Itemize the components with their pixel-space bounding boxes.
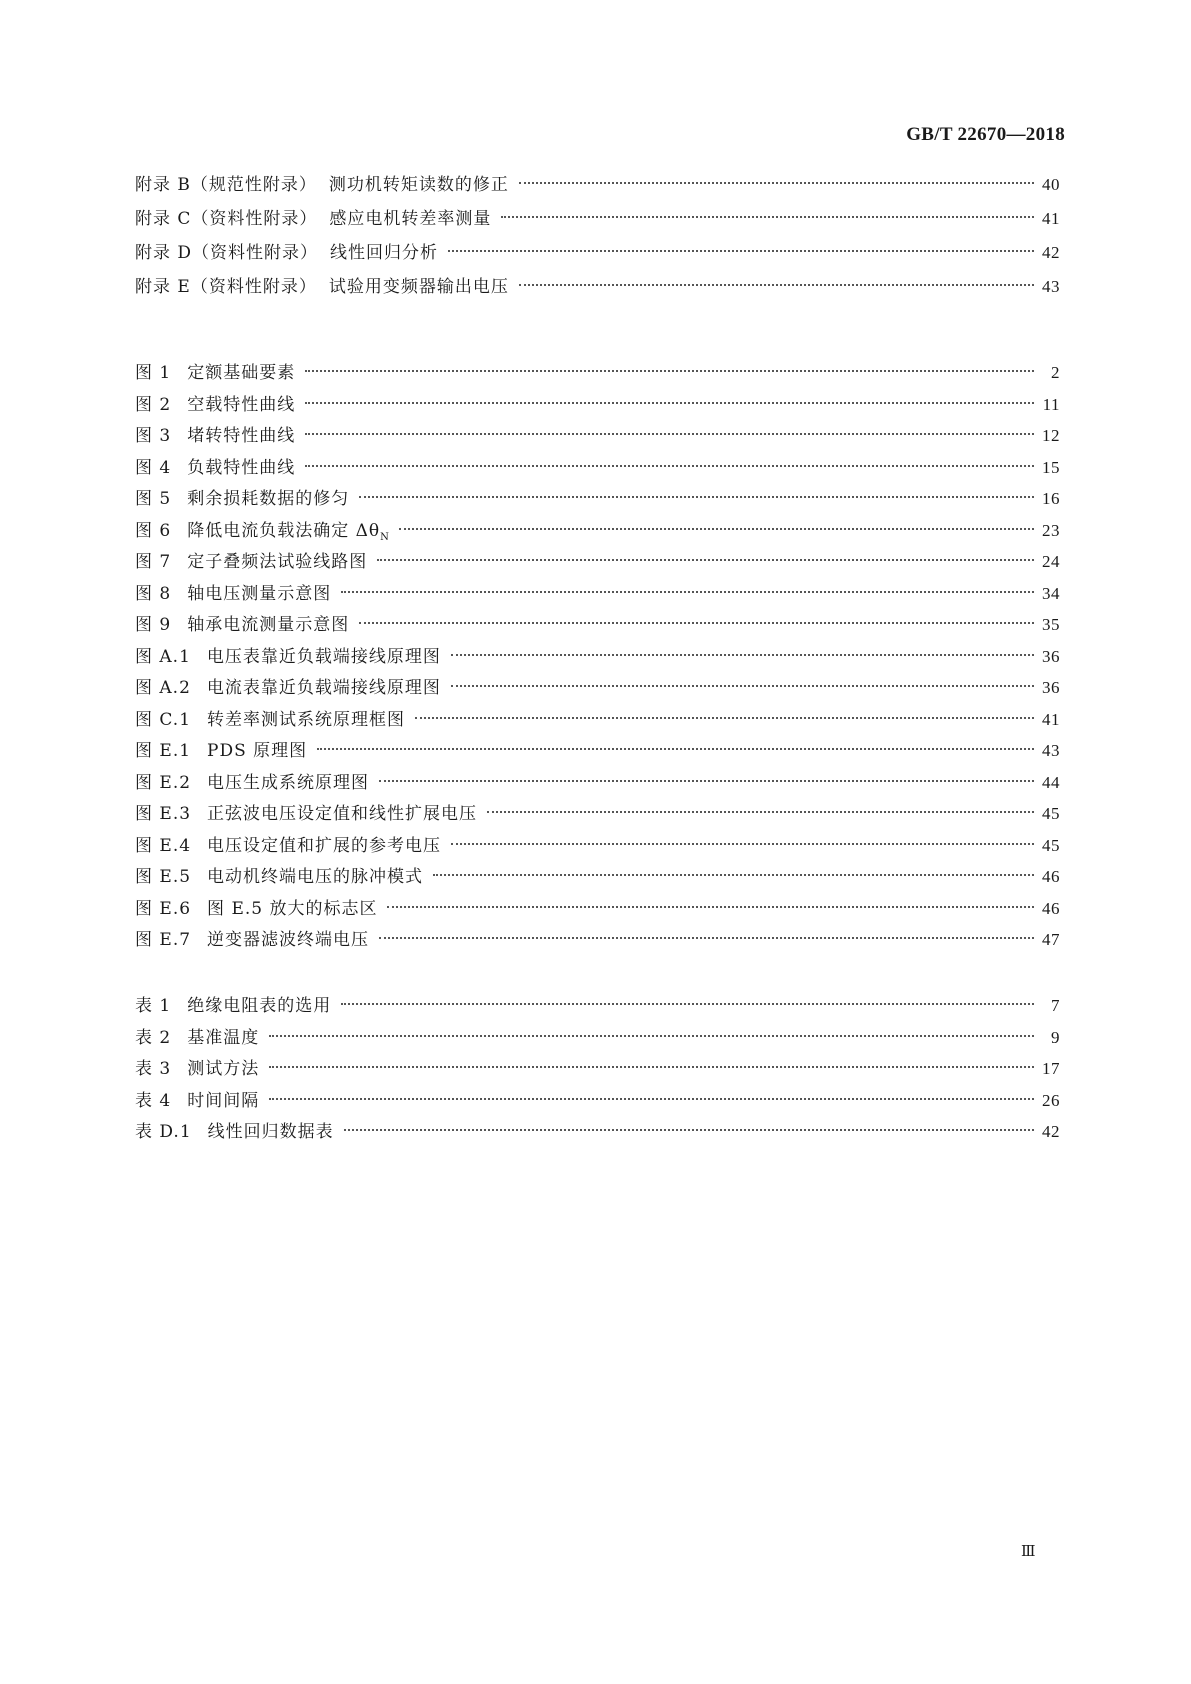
toc-entry-page: 40	[1042, 175, 1060, 194]
toc-entry-title: 测试方法	[187, 1059, 260, 1079]
toc-entry-title: PDS 原理图	[207, 741, 308, 761]
toc-entry-label: 附录 B（规范性附录）	[135, 175, 317, 195]
dot-leader	[415, 700, 1034, 719]
dot-leader	[317, 731, 1034, 750]
toc-entry[interactable]	[135, 273, 1060, 307]
toc-entry-label: 图 E.1	[135, 741, 192, 761]
toc-entry-label: 图 E.3	[135, 804, 192, 824]
toc-entry-label: 图 E.6	[135, 898, 192, 919]
toc-entry-title: 线性回归数据表	[207, 1122, 334, 1142]
toc-entry-page: 34	[1042, 583, 1060, 603]
dot-leader	[341, 986, 1034, 1005]
toc-entry-page: 23	[1042, 520, 1060, 540]
toc-entry-label: 图 A.2	[135, 678, 191, 698]
dot-leader	[433, 857, 1034, 876]
toc-entry-page: 24	[1042, 552, 1060, 571]
toc-entry-title: 负载特性曲线	[187, 457, 296, 478]
dot-leader	[305, 416, 1034, 435]
toc-entry[interactable]	[135, 1118, 1060, 1150]
toc-entry-title: 空载特性曲线	[187, 394, 296, 415]
toc-entry-label: 图 6	[135, 520, 172, 541]
toc-entry-label: 表 4	[135, 1090, 172, 1111]
dot-leader	[344, 1112, 1034, 1131]
toc-entry[interactable]	[135, 926, 1060, 958]
toc-entry-page: 43	[1042, 277, 1060, 296]
toc-entry-title: 测功机转矩读数的修正	[328, 175, 509, 195]
toc-entry-label: 附录 C（资料性附录）	[135, 209, 318, 229]
toc-entry-page: 7	[1051, 996, 1060, 1015]
toc-entry-label: 图 E.4	[135, 835, 192, 856]
toc-table-section	[135, 992, 1060, 1150]
toc-entry-page: 2	[1051, 363, 1060, 382]
dot-leader	[519, 267, 1034, 286]
toc-entry-page: 11	[1042, 394, 1060, 414]
toc-entry-title: 基准温度	[187, 1027, 260, 1048]
subscript: N	[380, 531, 389, 543]
toc-entry-page: 36	[1042, 678, 1060, 697]
toc-entry-label: 附录 E（资料性附录）	[135, 277, 317, 297]
toc-entry-title: 感应电机转差率测量	[329, 209, 492, 229]
dot-leader	[399, 511, 1034, 530]
toc-entry-page: 42	[1042, 243, 1060, 262]
dot-leader	[269, 1018, 1034, 1037]
toc-entry-title	[187, 520, 389, 546]
toc-entry-page: 42	[1042, 1122, 1060, 1141]
toc-entry-page: 44	[1042, 772, 1060, 792]
toc-entry-title: 电压设定值和扩展的参考电压	[207, 835, 442, 856]
dot-leader	[379, 920, 1034, 939]
toc-entry-title: 电流表靠近负载端接线原理图	[206, 678, 441, 698]
dot-leader	[451, 668, 1034, 687]
dot-leader	[359, 479, 1034, 498]
dot-leader	[519, 165, 1034, 184]
toc-entry-title: 轴承电流测量示意图	[187, 615, 350, 635]
toc-entry-page: 41	[1042, 209, 1060, 228]
toc-entry-page: 35	[1042, 615, 1060, 634]
toc-entry-title: 轴电压测量示意图	[187, 583, 332, 604]
toc-entry-label: 表 3	[135, 1059, 172, 1079]
toc-entry-label: 图 2	[135, 394, 172, 415]
toc-entry-title: 时间间隔	[187, 1090, 260, 1111]
toc-entry-page: 16	[1042, 489, 1060, 508]
toc-entry-label: 图 8	[135, 583, 172, 604]
toc-entry-title: 试验用变频器输出电压	[328, 277, 509, 297]
toc-entry-page: 46	[1042, 867, 1060, 886]
toc-entry-title: 定子叠频法试验线路图	[187, 552, 368, 572]
toc-entry-page: 47	[1042, 930, 1060, 949]
toc-entry-label: 图 4	[135, 457, 172, 478]
toc-entry-label: 图 E.5	[135, 867, 192, 887]
toc-entry-page: 46	[1042, 898, 1060, 918]
toc-entry-title: 定额基础要素	[187, 363, 296, 383]
toc-entry-title: 图 E.5 放大的标志区	[207, 898, 378, 919]
toc-entry-label: 图 E.2	[135, 772, 192, 793]
toc-entry-title: 转差率测试系统原理框图	[207, 709, 406, 730]
toc-entry-label: 图 3	[135, 426, 172, 446]
toc-entry-page: 17	[1042, 1059, 1060, 1078]
dot-leader	[269, 1049, 1034, 1068]
toc-entry-label: 附录 D（资料性附录）	[135, 243, 319, 263]
toc-entry-page: 41	[1042, 709, 1060, 729]
toc-entry-title: 绝缘电阻表的选用	[187, 996, 332, 1016]
toc-entry-title: 逆变器滤波终端电压	[207, 930, 370, 950]
toc-entry-page: 36	[1042, 646, 1060, 666]
toc-entry-title: 电压生成系统原理图	[207, 772, 370, 793]
toc-entry-label: 图 5	[135, 489, 172, 509]
dot-leader	[451, 826, 1034, 845]
page-number: Ⅲ	[1021, 1544, 1036, 1560]
toc-entry-page: 43	[1042, 741, 1060, 760]
toc-entry-label: 表 D.1	[135, 1122, 192, 1142]
toc-entry-page: 12	[1042, 426, 1060, 445]
standard-code: GB/T 22670—2018	[906, 124, 1065, 145]
toc-entry-title-text: 降低电流负载法确定 Δθ	[187, 520, 381, 541]
toc-entry-label: 图 1	[135, 363, 172, 383]
dot-leader	[501, 199, 1034, 218]
dot-leader	[305, 353, 1034, 372]
toc-entry-label: 图 C.1	[135, 709, 192, 730]
dot-leader	[387, 889, 1034, 908]
toc-entry-label: 图 7	[135, 552, 172, 572]
toc-entry-page: 9	[1051, 1027, 1060, 1047]
toc-entry-label: 表 2	[135, 1027, 172, 1048]
toc-entry-title: 正弦波电压设定值和线性扩展电压	[207, 804, 478, 824]
dot-leader	[451, 637, 1034, 656]
toc-appendix-section	[135, 171, 1060, 307]
dot-leader	[379, 763, 1034, 782]
toc-entry-title: 堵转特性曲线	[187, 426, 296, 446]
toc-entry-label: 图 9	[135, 615, 172, 635]
toc-entry-page: 26	[1042, 1090, 1060, 1110]
dot-leader	[487, 794, 1034, 813]
toc-entry-label: 表 1	[135, 996, 172, 1016]
dot-leader	[377, 542, 1034, 561]
toc-entry-page: 45	[1042, 835, 1060, 855]
dot-leader	[359, 605, 1034, 624]
toc-entry-page: 15	[1042, 457, 1060, 477]
dot-leader	[269, 1081, 1034, 1100]
toc-entry-page: 45	[1042, 804, 1060, 823]
toc-entry-label: 图 E.7	[135, 930, 192, 950]
dot-leader	[341, 574, 1034, 593]
toc-entry-title: 剩余损耗数据的修匀	[187, 489, 350, 509]
toc-entry-label: 图 A.1	[135, 646, 191, 667]
toc-entry-title: 电动机终端电压的脉冲模式	[207, 867, 424, 887]
dot-leader	[305, 448, 1034, 467]
toc-figure-section	[135, 359, 1060, 958]
toc-entry-title: 线性回归分析	[330, 243, 439, 263]
toc-entry-title: 电压表靠近负载端接线原理图	[206, 646, 441, 667]
dot-leader	[305, 385, 1034, 404]
dot-leader	[448, 233, 1034, 252]
